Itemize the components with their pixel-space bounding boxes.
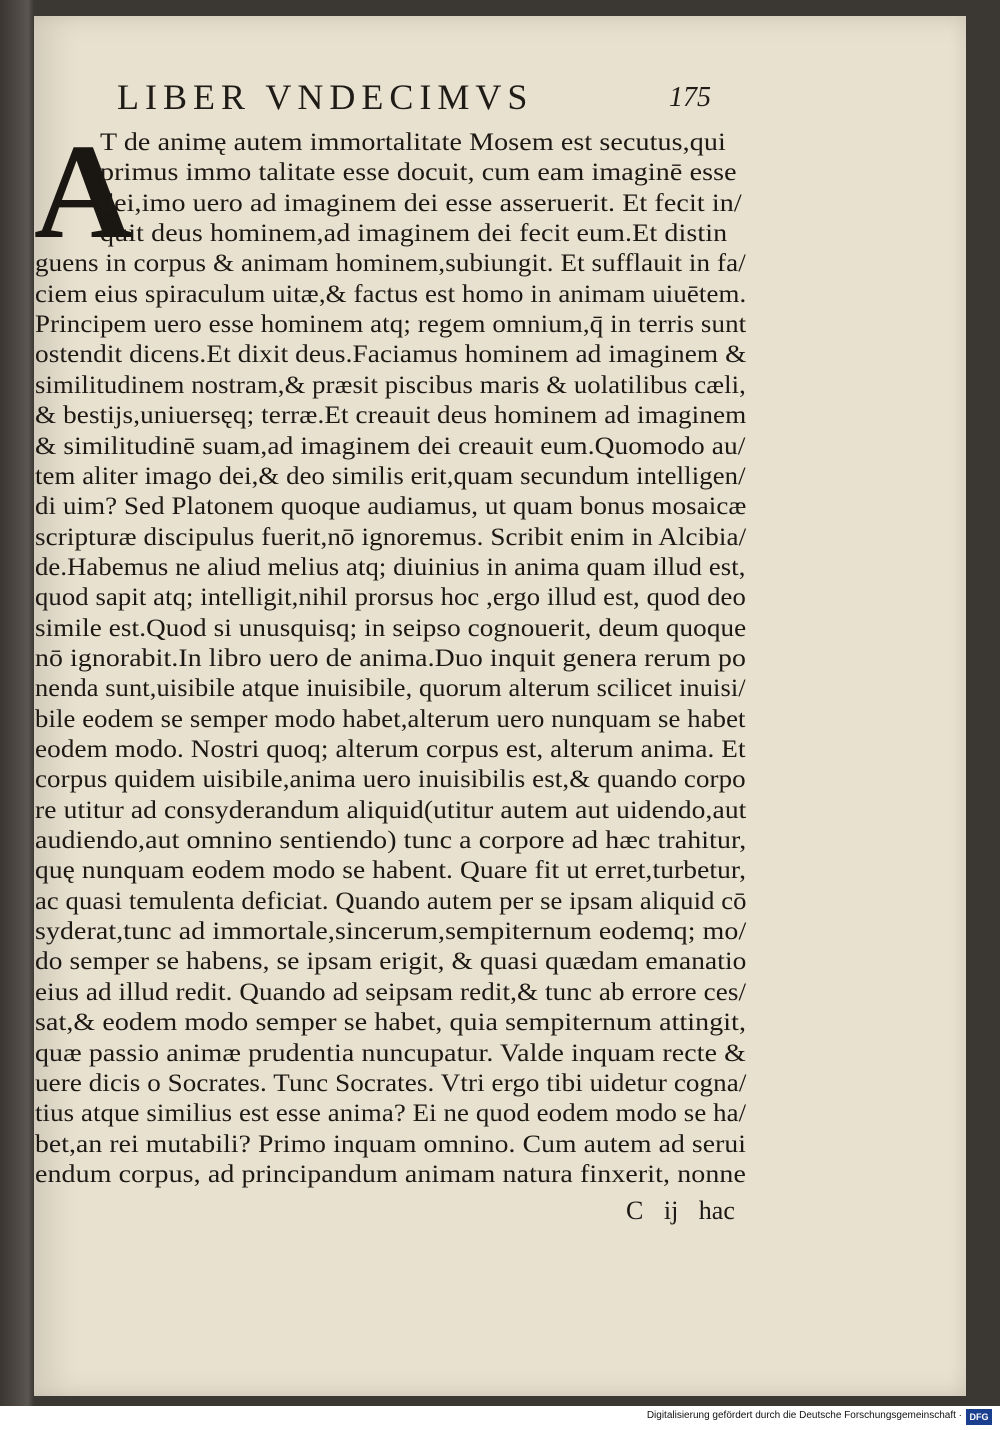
text-line: eius ad illud redit. Quando ad seipsam redit,& tunc ab errore ces/: [35, 978, 747, 1006]
text-line: ciem eius spiraculum uitæ,& factus est homo in animam uiuētem.: [35, 280, 747, 308]
funding-credit: Digitalisierung gefördert durch die Deutsche Forschungsgemeinschaft ·: [646, 1410, 962, 1421]
text-line: dei,imo uero ad imaginem dei esse asseruerit. Et fecit in/: [100, 189, 742, 217]
text-line: uere dicis o Socrates. Tunc Socrates. Vtri ergo tibi uidetur cogna/: [35, 1069, 747, 1097]
text-line: scripturæ discipulus fuerit,nō ignoremus. Scribit enim in Alcibia/: [35, 523, 747, 551]
text-line: tius atque similius est esse anima? Ei ne quod eodem modo se ha/: [35, 1100, 747, 1128]
drop-cap: A: [34, 117, 133, 267]
text-line: syderat,tunc ad immortale,sincerum,sempiternum eodemq; mo/: [35, 918, 747, 946]
text-line: similitudinem nostram,& præsit piscibus maris & uolatilibus cæli,: [35, 371, 746, 399]
book-page: [34, 16, 966, 1396]
text-line: tem aliter imago dei,& deo similis erit,quam secundum intelligen/: [35, 462, 746, 490]
text-line: Principem uero esse hominem atq; regem omnium,q̄ in terris sunt: [35, 311, 747, 339]
text-line: de.Habemus ne aliud melius atq; diuinius in anima quam illud est,: [35, 553, 746, 581]
text-line: bile eodem se semper modo habet,alterum uero nunquam se habet: [35, 705, 746, 733]
text-line: re utitur ad consyderandum aliquid(utitur autem aut uidendo,aut: [35, 796, 747, 824]
text-line: di uim? Sed Platonem quoque audiamus, ut quam bonus mosaicæ: [35, 493, 747, 521]
text-line: guens in corpus & animam hominem,subiungit. Et sufflauit in fa/: [35, 250, 746, 278]
text-line: endum corpus, ad principandum animam natura finxerit, nonne: [35, 1160, 746, 1188]
text-line: bet,an rei mutabili? Primo inquam omnino. Cum autem ad serui: [35, 1130, 747, 1158]
text-line: & bestijs,uniuersęq; terræ.Et creauit deus hominem ad imaginem: [35, 402, 747, 430]
text-line: simile est.Quod si unusquisq; in seipso cognouerit, deum quoque: [35, 614, 747, 642]
text-line: nenda sunt,uisibile atque inuisibile, quorum alterum scilicet inuisi/: [35, 675, 746, 703]
dfg-logo: DFG: [966, 1409, 992, 1425]
text-line: corpus quidem uisibile,anima uero inuisibilis est,& quando corpo: [35, 766, 746, 794]
text-line: quit deus hominem,ad imaginem dei fecit eum.Et distin: [100, 220, 728, 248]
text-line: sat,& eodem modo semper se habet, quia sempiternum attingit,: [35, 1009, 747, 1037]
footer-bar: [0, 1406, 1000, 1430]
text-line: T de animę autem immortalitate Mosem est secutus,qui: [100, 129, 726, 156]
text-line: & similitudinē suam,ad imaginem dei creauit eum.Quomodo au/: [35, 432, 746, 460]
text-line: nō ignorabit.In libro uero de anima.Duo inquit genera rerum po: [35, 644, 747, 672]
text-line: quę nunquam eodem modo se habent. Quare fit ut erret,turbetur,: [35, 857, 747, 885]
text-line: ac quasi temulenta deficiat. Quando autem per se ipsam aliquid cō: [35, 887, 747, 915]
text-line: quæ passio animæ prudentia nuncupatur. Valde inquam recte &: [35, 1039, 746, 1067]
text-line: do semper se habens, se ipsam erigit, & quasi quædam emanatio: [35, 948, 747, 976]
page-number: 175: [669, 82, 711, 113]
text-line: audiendo,aut omnino sentiendo) tunc a corpore ad hæc trahitur,: [35, 827, 747, 855]
text-line: eodem modo. Nostri quoq; alterum corpus est, alterum anima. Et: [35, 736, 746, 763]
text-line: quod sapit atq; intelligit,nihil prorsus hoc ,ergo illud est, quod deo: [35, 584, 746, 612]
text-line: ostendit dicens.Et dixit deus.Faciamus hominem ad imaginem &: [35, 341, 747, 369]
catchword: C ij hac: [626, 1196, 735, 1225]
running-header: LIBER VNDECIMVS: [117, 77, 534, 117]
text-line: primus immo talitate esse docuit, cum eam imaginē esse: [100, 159, 737, 187]
